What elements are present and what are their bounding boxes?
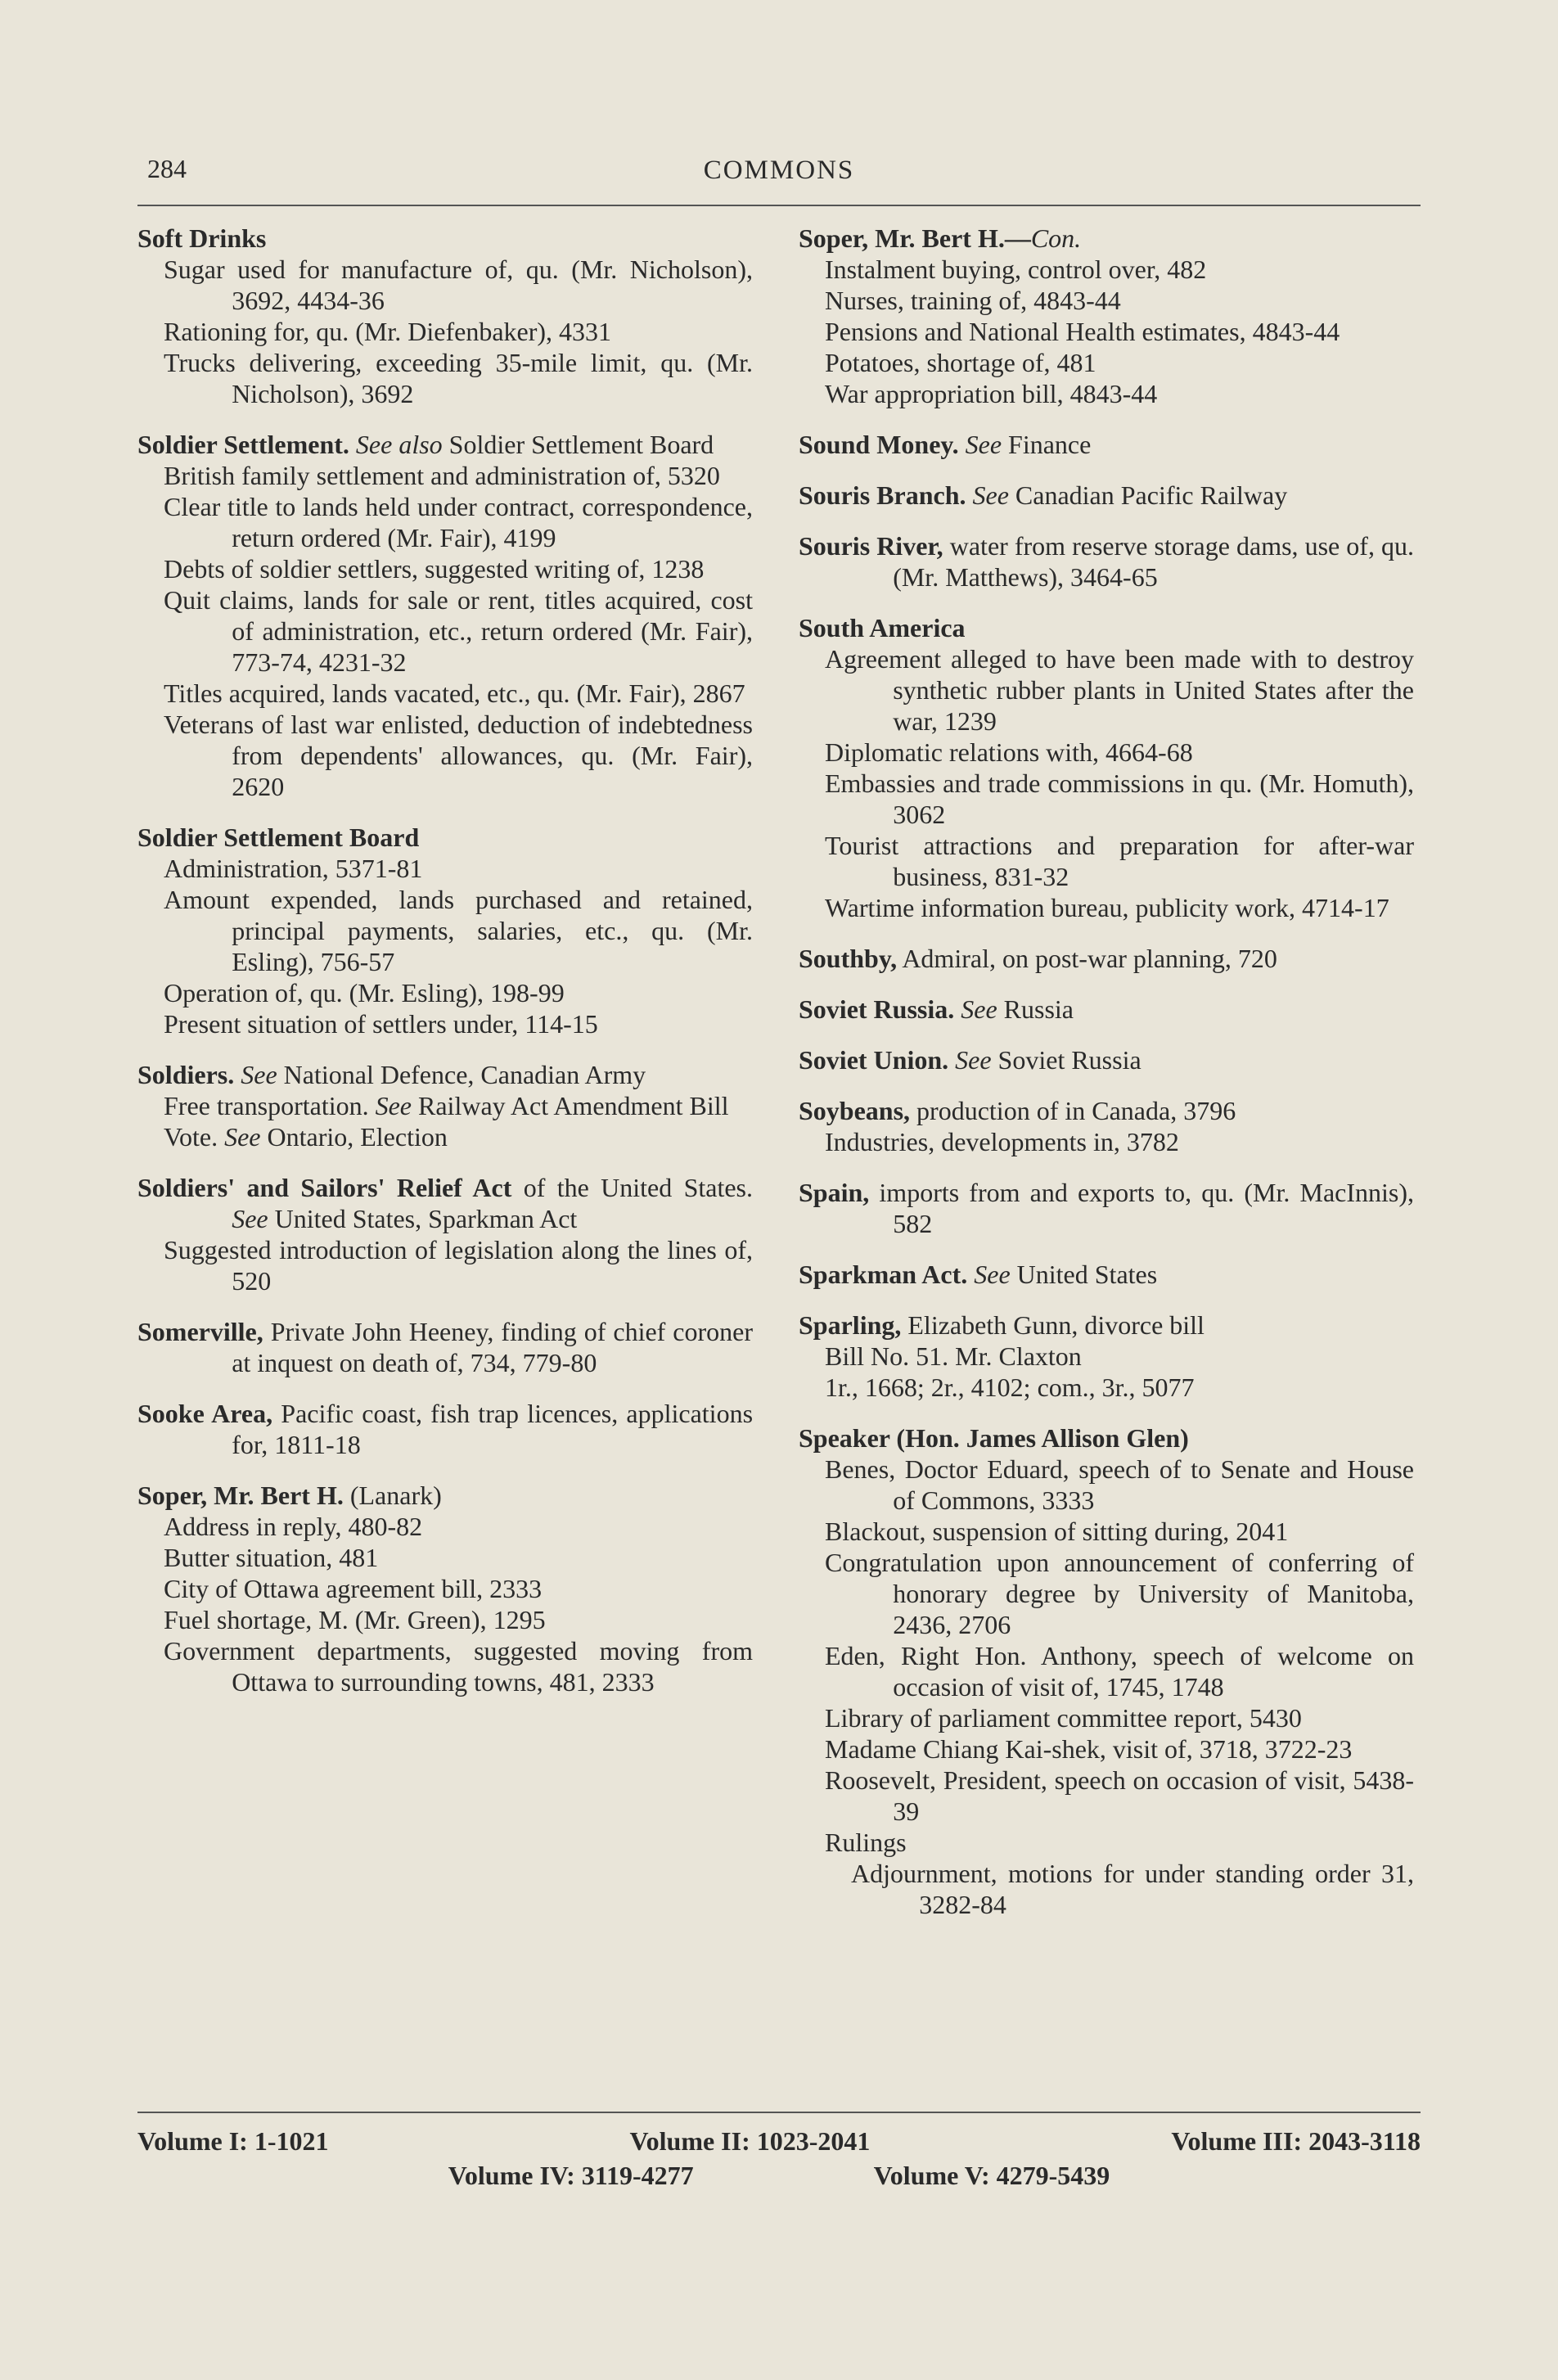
entry-text: Soldier Settlement Board bbox=[448, 430, 714, 459]
entry-heading bbox=[799, 612, 1414, 643]
sub-entry-text: Vote. bbox=[164, 1122, 218, 1152]
footer-rule bbox=[137, 2112, 1421, 2113]
entry-heading bbox=[799, 1177, 1414, 1239]
see-reference: See bbox=[965, 430, 1002, 459]
sub-entry bbox=[137, 316, 753, 347]
entry-text: imports from and exports to, qu. (Mr. MacInnis), 582 bbox=[879, 1178, 1415, 1238]
sub-entry bbox=[137, 1635, 753, 1697]
entry-continued: Con. bbox=[1030, 223, 1082, 253]
sub-entry-text: Bill No. 51. Mr. Claxton bbox=[825, 1341, 1082, 1371]
index-entry bbox=[799, 1044, 1414, 1075]
entry-heading bbox=[799, 1422, 1414, 1454]
sub-entry-text: Butter situation, 481 bbox=[164, 1543, 379, 1572]
sub-entry bbox=[799, 1765, 1414, 1827]
volume-2: Volume II: 1023-2041 bbox=[629, 2126, 871, 2156]
entry-term: Sparkman Act. bbox=[799, 1260, 968, 1289]
sub-entry-text: Debts of soldier settlers, suggested writing of, 1238 bbox=[164, 554, 705, 584]
sub-entry-text: Tourist attractions and preparation for after-war business, 831-32 bbox=[825, 831, 1414, 891]
entry-text: (Lanark) bbox=[349, 1481, 442, 1510]
entry-text: Pacific coast, fish trap licences, applications for, 1811-18 bbox=[232, 1399, 754, 1459]
sub-entry bbox=[137, 884, 753, 977]
sub-entry bbox=[137, 1090, 753, 1121]
index-entry bbox=[799, 429, 1414, 460]
sub-entry-text: Government departments, suggested moving from Ottawa to surrounding towns, 481, 2333 bbox=[164, 1636, 753, 1697]
sub-entry-text: Industries, developments in, 3782 bbox=[825, 1127, 1179, 1156]
entry-term: Soper, Mr. Bert H.— bbox=[799, 223, 1031, 253]
sub-entry bbox=[799, 892, 1414, 923]
index-entry bbox=[137, 429, 753, 802]
index-entry bbox=[137, 1316, 753, 1378]
sub-entry-text: Eden, Right Hon. Anthony, speech of welcome on occasion of visit of, 1745, 1748 bbox=[825, 1641, 1414, 1702]
see-reference: See bbox=[955, 1045, 992, 1075]
page-number: 284 bbox=[147, 154, 187, 183]
sub-entry-text: Quit claims, lands for sale or rent, titles acquired, cost of administration, etc., return ordered (Mr. Fair), 773-74, 4231-32 bbox=[164, 585, 753, 677]
right-column bbox=[799, 223, 1414, 1940]
sub-entry-text: Free transportation. bbox=[164, 1091, 369, 1120]
sub-entry-text: Clear title to lands held under contract, correspondence, return ordered (Mr. Fair), 4199 bbox=[164, 492, 753, 552]
entry-heading bbox=[799, 994, 1414, 1025]
index-entry bbox=[137, 223, 753, 409]
volume-5: Volume V: 4279-5439 bbox=[873, 2161, 1110, 2190]
sub-entry-text: Titles acquired, lands vacated, etc., qu. (Mr. Fair), 2867 bbox=[164, 678, 745, 708]
sub-entry bbox=[799, 768, 1414, 830]
sub-entry bbox=[137, 977, 753, 1008]
sub-entry-text: Address in reply, 480-82 bbox=[164, 1512, 423, 1541]
entry-heading bbox=[137, 1172, 753, 1234]
entry-term: Soft Drinks bbox=[137, 223, 267, 253]
entry-term: Souris River, bbox=[799, 531, 943, 561]
entry-term: Spain, bbox=[799, 1178, 870, 1207]
sub-entry-text: Rulings bbox=[825, 1828, 907, 1857]
sub-entry bbox=[137, 1234, 753, 1296]
volume-4: Volume IV: 3119-4277 bbox=[448, 2161, 694, 2190]
sub-entry-text: Roosevelt, President, speech on occasion of visit, 5438-39 bbox=[825, 1765, 1414, 1826]
sub-entry-text: Congratulation upon announcement of conferring of honorary degree by University of Manitoba, 2436, 2706 bbox=[825, 1548, 1414, 1639]
sub-entry bbox=[137, 553, 753, 584]
index-entry bbox=[799, 223, 1414, 409]
sub-entry bbox=[799, 1702, 1414, 1733]
sub-entry bbox=[799, 254, 1414, 285]
sub-entry-text: Wartime information bureau, publicity work, 4714-17 bbox=[825, 893, 1389, 922]
sub-entry-text: Benes, Doctor Eduard, speech of to Senate and House of Commons, 3333 bbox=[825, 1454, 1414, 1515]
sub-entry-text: Trucks delivering, exceeding 35-mile limit, qu. (Mr. Nicholson), 3692 bbox=[164, 348, 753, 408]
index-entry bbox=[799, 1177, 1414, 1239]
index-entry bbox=[799, 612, 1414, 923]
sub-entry-text: Madame Chiang Kai-shek, visit of, 3718, 3722-23 bbox=[825, 1734, 1353, 1764]
entry-term: Soldiers. bbox=[137, 1060, 235, 1089]
sub-entry bbox=[799, 1733, 1414, 1765]
sub-entry bbox=[137, 254, 753, 316]
sub-entry-text: Diplomatic relations with, 4664-68 bbox=[825, 737, 1193, 767]
entry-text: Elizabeth Gunn, divorce bill bbox=[907, 1310, 1205, 1340]
entry-term: Soldiers' and Sailors' Relief Act bbox=[137, 1173, 512, 1202]
sub-entry bbox=[137, 1008, 753, 1039]
sub-entry-text: City of Ottawa agreement bill, 2333 bbox=[164, 1574, 543, 1603]
index-entry bbox=[799, 1309, 1414, 1403]
index-entry bbox=[137, 1172, 753, 1296]
entry-heading bbox=[137, 1398, 753, 1460]
entry-text: United States, Sparkman Act bbox=[274, 1204, 578, 1233]
entry-text: United States bbox=[1016, 1260, 1158, 1289]
entry-heading bbox=[137, 1059, 753, 1090]
sub-entry-text: Instalment buying, control over, 482 bbox=[825, 255, 1207, 284]
index-entry bbox=[799, 530, 1414, 593]
index-entry bbox=[799, 1259, 1414, 1290]
sub-entry-text: Pensions and National Health estimates, 4843-44 bbox=[825, 317, 1340, 346]
entry-term: Souris Branch. bbox=[799, 480, 966, 510]
entry-heading bbox=[799, 1095, 1414, 1126]
entry-text: Private John Heeney, finding of chief coroner at inquest on death of, 734, 779-80 bbox=[232, 1317, 754, 1377]
entry-term: Soldier Settlement. bbox=[137, 430, 349, 459]
entry-term: Southby, bbox=[799, 944, 898, 973]
sub-entry bbox=[799, 1858, 1414, 1920]
sub-entry bbox=[137, 709, 753, 802]
sub-entry-text: Fuel shortage, M. (Mr. Green), 1295 bbox=[164, 1605, 546, 1634]
entry-heading bbox=[137, 1316, 753, 1378]
index-entry bbox=[799, 943, 1414, 974]
sub-entry bbox=[137, 584, 753, 678]
sub-entry-text: Suggested introduction of legislation along the lines of, 520 bbox=[164, 1235, 753, 1296]
entry-heading bbox=[799, 530, 1414, 593]
entry-term: Soper, Mr. Bert H. bbox=[137, 1481, 344, 1510]
entry-text: of the United States. bbox=[523, 1173, 754, 1202]
see-reference: See bbox=[974, 1260, 1011, 1289]
entry-term: Sooke Area, bbox=[137, 1399, 273, 1428]
entry-heading bbox=[799, 943, 1414, 974]
sub-entry-text: 1r., 1668; 2r., 4102; com., 3r., 5077 bbox=[825, 1373, 1195, 1402]
sub-entry-text: Library of parliament committee report, 5430 bbox=[825, 1703, 1302, 1733]
entry-heading bbox=[799, 223, 1414, 254]
entry-text: Canadian Pacific Railway bbox=[1015, 480, 1288, 510]
sub-entry-text: Sugar used for manufacture of, qu. (Mr. Nicholson), 3692, 4434-36 bbox=[164, 255, 753, 315]
entry-term: Soldier Settlement Board bbox=[137, 823, 420, 852]
sub-entry-text: Potatoes, shortage of, 481 bbox=[825, 348, 1096, 377]
sub-entry bbox=[799, 378, 1414, 409]
index-entry bbox=[137, 1480, 753, 1697]
sub-entry bbox=[799, 1547, 1414, 1640]
sub-entry bbox=[799, 1372, 1414, 1403]
volume-3: Volume III: 2043-3118 bbox=[1171, 2126, 1421, 2156]
left-column bbox=[137, 223, 753, 1717]
see-reference: See bbox=[961, 994, 997, 1024]
sub-entry bbox=[799, 1516, 1414, 1547]
entry-heading bbox=[137, 822, 753, 853]
index-entry bbox=[137, 1059, 753, 1152]
entry-text: water from reserve storage dams, use of, qu. (Mr. Matthews), 3464-65 bbox=[893, 531, 1415, 592]
volume-footer bbox=[137, 2124, 1421, 2193]
sub-entry-text: Rationing for, qu. (Mr. Diefenbaker), 4331 bbox=[164, 317, 612, 346]
sub-entry-text: Blackout, suspension of sitting during, 2041 bbox=[825, 1517, 1289, 1546]
entry-term: Speaker (Hon. James Allison Glen) bbox=[799, 1423, 1189, 1453]
sub-entry bbox=[137, 1542, 753, 1573]
entry-heading bbox=[137, 429, 753, 460]
entry-text: Russia bbox=[1003, 994, 1074, 1024]
index-entry bbox=[799, 480, 1414, 511]
sub-entry bbox=[137, 460, 753, 491]
sub-entry bbox=[799, 347, 1414, 378]
entry-heading bbox=[137, 223, 753, 254]
sub-entry bbox=[137, 1573, 753, 1604]
sub-entry-text: Administration, 5371-81 bbox=[164, 854, 423, 883]
see-reference: See bbox=[241, 1060, 277, 1089]
sub-entry bbox=[799, 643, 1414, 737]
page-title: COMMONS bbox=[703, 156, 855, 185]
entry-heading bbox=[799, 429, 1414, 460]
see-reference: See bbox=[375, 1091, 412, 1120]
sub-entry-text: Nurses, training of, 4843-44 bbox=[825, 286, 1121, 315]
entry-heading bbox=[799, 1309, 1414, 1341]
entry-heading bbox=[799, 480, 1414, 511]
entry-text: Soviet Russia bbox=[997, 1045, 1141, 1075]
sub-entry bbox=[137, 1121, 753, 1152]
sub-entry bbox=[799, 1454, 1414, 1516]
header-rule bbox=[137, 205, 1421, 206]
sub-entry-text: Operation of, qu. (Mr. Esling), 198-99 bbox=[164, 978, 565, 1007]
sub-entry bbox=[137, 678, 753, 709]
entry-heading bbox=[799, 1259, 1414, 1290]
sub-entry bbox=[799, 1640, 1414, 1702]
entry-heading bbox=[799, 1044, 1414, 1075]
volume-1: Volume I: 1-1021 bbox=[137, 2126, 329, 2156]
entry-term: Sound Money. bbox=[799, 430, 959, 459]
entry-term: Soviet Russia. bbox=[799, 994, 955, 1024]
entry-term: Soviet Union. bbox=[799, 1045, 949, 1075]
sub-entry-text: British family settlement and administration of, 5320 bbox=[164, 461, 720, 490]
entry-term: South America bbox=[799, 613, 966, 642]
see-reference: See bbox=[232, 1204, 268, 1233]
sub-entry-text: Ontario, Election bbox=[267, 1122, 448, 1152]
sub-entry-text: Amount expended, lands purchased and retained, principal payments, salaries, etc., qu. (Mr. Esling), 756-57 bbox=[164, 885, 753, 976]
see-reference: See bbox=[224, 1122, 261, 1152]
index-entry bbox=[799, 994, 1414, 1025]
entry-term: Soybeans, bbox=[799, 1096, 911, 1125]
index-entry bbox=[799, 1095, 1414, 1157]
entry-heading bbox=[137, 1480, 753, 1511]
sub-entry-text: War appropriation bill, 4843-44 bbox=[825, 379, 1158, 408]
sub-entry bbox=[137, 347, 753, 409]
sub-entry-text: Adjournment, motions for under standing order 31, 3282-84 bbox=[851, 1859, 1414, 1919]
sub-entry-text: Veterans of last war enlisted, deduction of indebtedness from dependents' allowances, qu. (Mr. Fair), 2620 bbox=[164, 710, 753, 801]
entry-text: production of in Canada, 3796 bbox=[916, 1096, 1236, 1125]
sub-entry-text: Present situation of settlers under, 114-15 bbox=[164, 1009, 598, 1039]
see-reference: See bbox=[972, 480, 1009, 510]
entry-term: Sparling, bbox=[799, 1310, 902, 1340]
index-entry bbox=[137, 1398, 753, 1460]
sub-entry bbox=[137, 1511, 753, 1542]
entry-text: Finance bbox=[1008, 430, 1092, 459]
sub-entry bbox=[799, 1341, 1414, 1372]
index-entry bbox=[137, 822, 753, 1039]
sub-entry bbox=[799, 737, 1414, 768]
sub-entry bbox=[799, 316, 1414, 347]
entry-text: National Defence, Canadian Army bbox=[283, 1060, 646, 1089]
sub-entry bbox=[799, 285, 1414, 316]
sub-entry bbox=[799, 1827, 1414, 1858]
sub-entry bbox=[799, 1126, 1414, 1157]
sub-entry bbox=[137, 491, 753, 553]
sub-entry bbox=[137, 853, 753, 884]
see-reference: See also bbox=[355, 430, 443, 459]
sub-entry-text: Agreement alleged to have been made with to destroy synthetic rubber plants in United States after the war, 1239 bbox=[825, 644, 1414, 736]
sub-entry-text: Embassies and trade commissions in qu. (Mr. Homuth), 3062 bbox=[825, 769, 1414, 829]
index-entry bbox=[799, 1422, 1414, 1920]
sub-entry bbox=[137, 1604, 753, 1635]
entry-text: Admiral, on post-war planning, 720 bbox=[902, 944, 1277, 973]
sub-entry bbox=[799, 830, 1414, 892]
entry-term: Somerville, bbox=[137, 1317, 263, 1346]
sub-entry-text: Railway Act Amendment Bill bbox=[418, 1091, 729, 1120]
